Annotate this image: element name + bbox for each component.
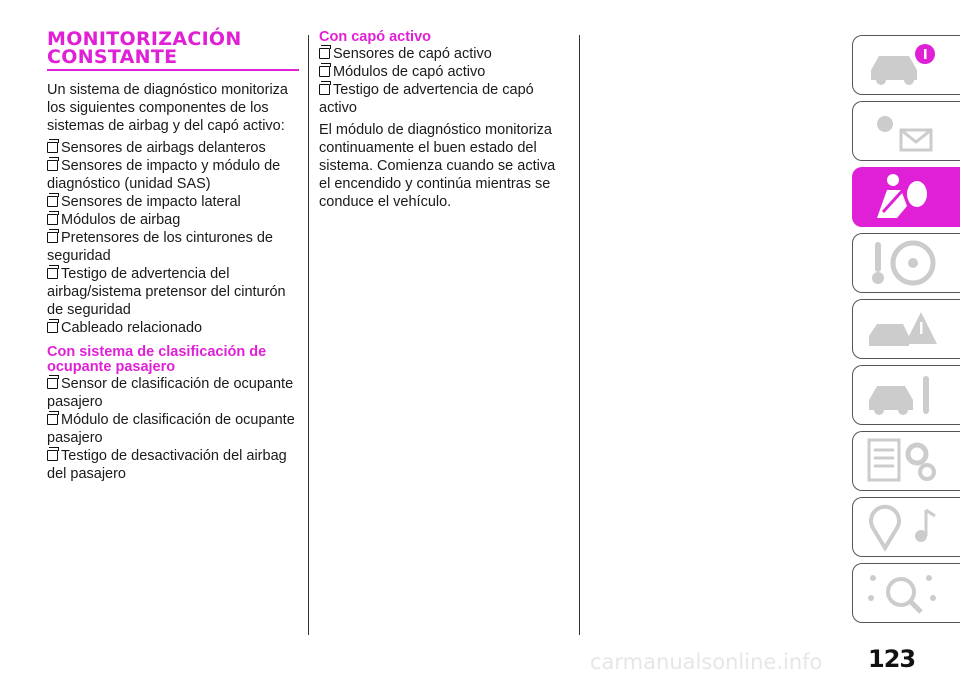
tab-starting-driving[interactable] — [852, 233, 960, 293]
car-info-icon — [863, 40, 943, 90]
list-item: Sensores de impacto y módulo de diagnóstico (unidad SAS) — [47, 158, 281, 192]
diagnostic-paragraph: El módulo de diagnóstico monitoriza continuamente el buen estado del sistema. Comienza cuando se activa el encendido y continúa mientras se conduce el vehículo. — [319, 122, 556, 210]
occupant-classification-heading: Con sistema de clasificación de ocupante pasajero — [47, 344, 267, 375]
intro-paragraph: Un sistema de diagnóstico monitoriza los siguientes componentes de los sistemas de airbag y del capó activo: — [47, 82, 288, 134]
bullet-icon — [47, 414, 58, 425]
list-item: Sensor de clasificación de ocupante pasajero — [47, 376, 294, 410]
multimedia-icon — [863, 502, 943, 552]
list-item: Cableado relacionado — [47, 319, 299, 337]
column-divider-right — [579, 35, 580, 635]
column-middle — [319, 30, 569, 215]
active-bonnet-list — [319, 45, 569, 117]
section-title — [47, 30, 299, 66]
bullet-icon — [47, 268, 58, 279]
bullet-icon — [47, 450, 58, 461]
tab-multimedia[interactable] — [852, 497, 960, 557]
bullet-icon — [47, 214, 58, 225]
specs-gears-icon — [863, 436, 943, 486]
column-left — [47, 30, 299, 487]
bullet-icon — [47, 196, 58, 207]
list-item: Testigo de advertencia de capó activo — [319, 82, 534, 116]
list-item: Testigo de advertencia del airbag/sistema pretensor del cinturón de seguridad — [47, 266, 286, 318]
accident-warning-icon — [863, 304, 943, 354]
car-wrench-icon — [863, 370, 943, 420]
bullet-icon — [319, 66, 330, 77]
tab-warning-lights[interactable] — [852, 101, 960, 161]
bullet-icon — [47, 322, 58, 333]
tab-specifications[interactable] — [852, 431, 960, 491]
list-item: Sensores de impacto lateral — [47, 193, 299, 211]
watermark: carmanualsonline.info — [590, 650, 823, 674]
list-item: Módulos de capó activo — [319, 63, 569, 81]
warning-lights-message-icon — [863, 106, 943, 156]
tab-car-info[interactable] — [852, 35, 960, 95]
list-item: Sensores de airbags delanteros — [47, 139, 299, 157]
bullet-icon — [47, 142, 58, 153]
bullet-icon — [47, 232, 58, 243]
component-list — [47, 139, 299, 337]
list-item: Pretensores de los cinturones de seguridad — [47, 230, 273, 264]
list-item: Sensores de capó activo — [319, 45, 569, 63]
bullet-icon — [47, 160, 58, 171]
alphabetical-index-icon — [863, 568, 943, 618]
tab-index[interactable] — [852, 563, 960, 623]
title-line-2: CONSTANTE — [47, 46, 178, 68]
tab-emergency[interactable] — [852, 299, 960, 359]
bullet-icon — [47, 378, 58, 389]
key-steering-wheel-icon — [863, 238, 943, 288]
active-bonnet-heading: Con capó activo — [319, 29, 431, 45]
title-line-1: MONITORIZACIÓN — [47, 28, 242, 50]
tab-maintenance[interactable] — [852, 365, 960, 425]
column-divider-left — [308, 35, 309, 635]
list-item: Módulos de airbag — [47, 211, 299, 229]
tab-safety[interactable] — [852, 167, 960, 227]
bullet-icon — [319, 84, 330, 95]
list-item: Testigo de desactivación del airbag del pasajero — [47, 448, 287, 482]
title-underline — [47, 69, 299, 71]
page-number: 123 — [868, 645, 916, 673]
airbag-seatbelt-icon — [863, 172, 943, 222]
list-item: Módulo de clasificación de ocupante pasajero — [47, 412, 295, 446]
bullet-icon — [319, 48, 330, 59]
chapter-tabs — [852, 35, 960, 629]
occupant-classification-list — [47, 375, 299, 483]
